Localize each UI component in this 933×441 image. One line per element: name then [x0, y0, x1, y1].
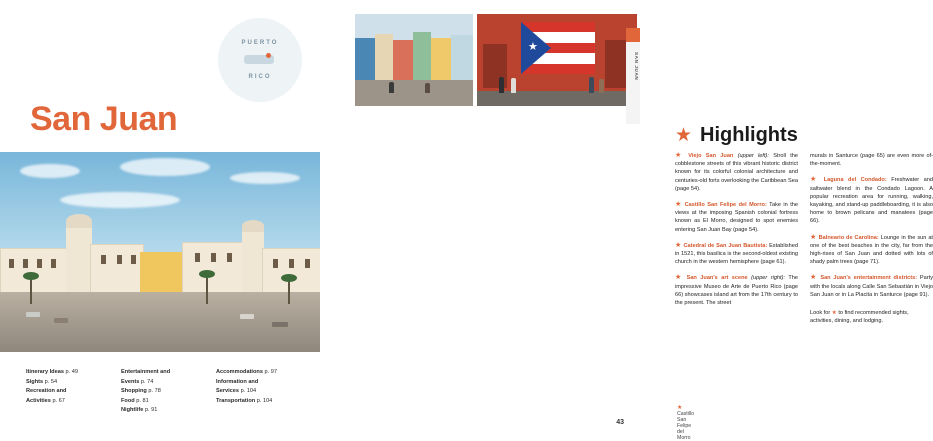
- photo-caption: ★ Castillo San Felipe del Morro: [677, 405, 695, 441]
- photo-viejo-san-juan: [355, 14, 473, 106]
- highlights-column-right: [810, 152, 933, 325]
- edge-tab-label: SAN JUAN: [634, 52, 639, 81]
- index-entry[interactable]: Shopping p. 78: [121, 388, 161, 394]
- star-icon: ★: [810, 274, 818, 282]
- star-icon: ★: [675, 274, 684, 282]
- photo-flag-mural: ★: [477, 14, 637, 106]
- puerto-rico-map-icon: [240, 49, 280, 69]
- hero-photo-castillo: [0, 152, 320, 352]
- index-column: [121, 368, 206, 416]
- star-icon: ★: [675, 152, 684, 159]
- highlight-item: ★ Laguna del Condado: Freshwater and saltwater blend in the Condado Lagoon. A popular recreation area for running, walking, kayaking, and stand-up paddleboarding, it is also home to brown pelicans and manatees (page 66).: [810, 176, 933, 225]
- highlights-column-left: [675, 152, 798, 325]
- left-page: [0, 0, 320, 436]
- index-entry[interactable]: Nightlife p. 91: [121, 407, 158, 413]
- highlight-item: ★ San Juan's art scene (upper right): The impressive Museo de Arte de Puerto Rico (page 66) showcases island art from the 17th century to the present. The street: [675, 274, 798, 307]
- star-icon: ★: [810, 176, 820, 184]
- index-entry[interactable]: Recreation and: [26, 388, 67, 394]
- star-icon: ★: [675, 201, 683, 209]
- index-entry[interactable]: Activities p. 67: [26, 397, 65, 404]
- highlights-heading: [675, 124, 798, 147]
- page-title: San Juan: [30, 100, 178, 138]
- highlight-item: ★ Catedral de San Juan Bautista: Established in 1521, this basilica is the second-oldest existing church in the western hemisphere (page 61).: [675, 241, 798, 266]
- index-entry[interactable]: Food p. 81: [121, 397, 149, 404]
- region-locator-badge: [218, 18, 302, 102]
- index-entry[interactable]: Events p. 74: [121, 378, 154, 385]
- highlight-item: ★ Viejo San Juan (upper left): Stroll the cobblestone streets of this vibrant historic district known for its colorful colonial architecture and centuries-old forts overlooking the Caribbean Sea (page 54).: [675, 152, 798, 192]
- index-entry[interactable]: Services p. 104: [216, 388, 257, 394]
- star-icon: ★: [677, 405, 683, 411]
- highlight-item: ★ Balneario de Carolina: Lounge in the sun at one of the best beaches in the city, far from the high-rises of San Juan and dotted with lots of shady palm trees (page 71).: [810, 233, 933, 266]
- star-icon: ★: [831, 310, 837, 317]
- index-entry[interactable]: Sights p. 54: [26, 378, 58, 385]
- look-for-note: Look for ★ to find recommended sights, activities, dining, and lodging.: [810, 310, 909, 325]
- edge-tab-accent: [626, 28, 640, 42]
- index-entry[interactable]: Accommodations p. 97: [216, 369, 277, 375]
- right-page: [320, 0, 933, 441]
- star-icon: ★: [810, 233, 817, 241]
- index-entry[interactable]: Entertainment and: [121, 369, 171, 375]
- index-column: [26, 368, 111, 416]
- locator-top-label: PUERTO: [241, 40, 279, 46]
- star-icon: ★: [675, 241, 682, 249]
- index-column: [216, 368, 301, 416]
- star-icon: ★: [675, 125, 693, 146]
- index-entry[interactable]: Itinerary Ideas p. 49: [26, 369, 78, 375]
- locator-bottom-label: RICO: [248, 74, 272, 80]
- chapter-index: [26, 368, 301, 416]
- page-number: 43: [616, 419, 624, 426]
- highlight-item: ★ San Juan's entertainment districts: Party with the locals along Calle San Sebastián in Viejo San Juan or in La Placita in Santurce (page 91).: [810, 274, 933, 298]
- highlight-item-continuation: murals in Santurce (page 65) are even more of-the-moment.: [810, 153, 933, 168]
- index-entry[interactable]: Transportation p. 104: [216, 397, 273, 404]
- index-entry[interactable]: Information and: [216, 378, 259, 385]
- highlights-columns: [675, 152, 933, 325]
- highlight-item: ★ Castillo San Felipe del Morro: Take in the views at the imposing Spanish colonial fortress known as El Morro, designed to spot enemies entering San Juan Bay (page 54).: [675, 201, 799, 233]
- highlights-title: Highlights: [700, 124, 798, 146]
